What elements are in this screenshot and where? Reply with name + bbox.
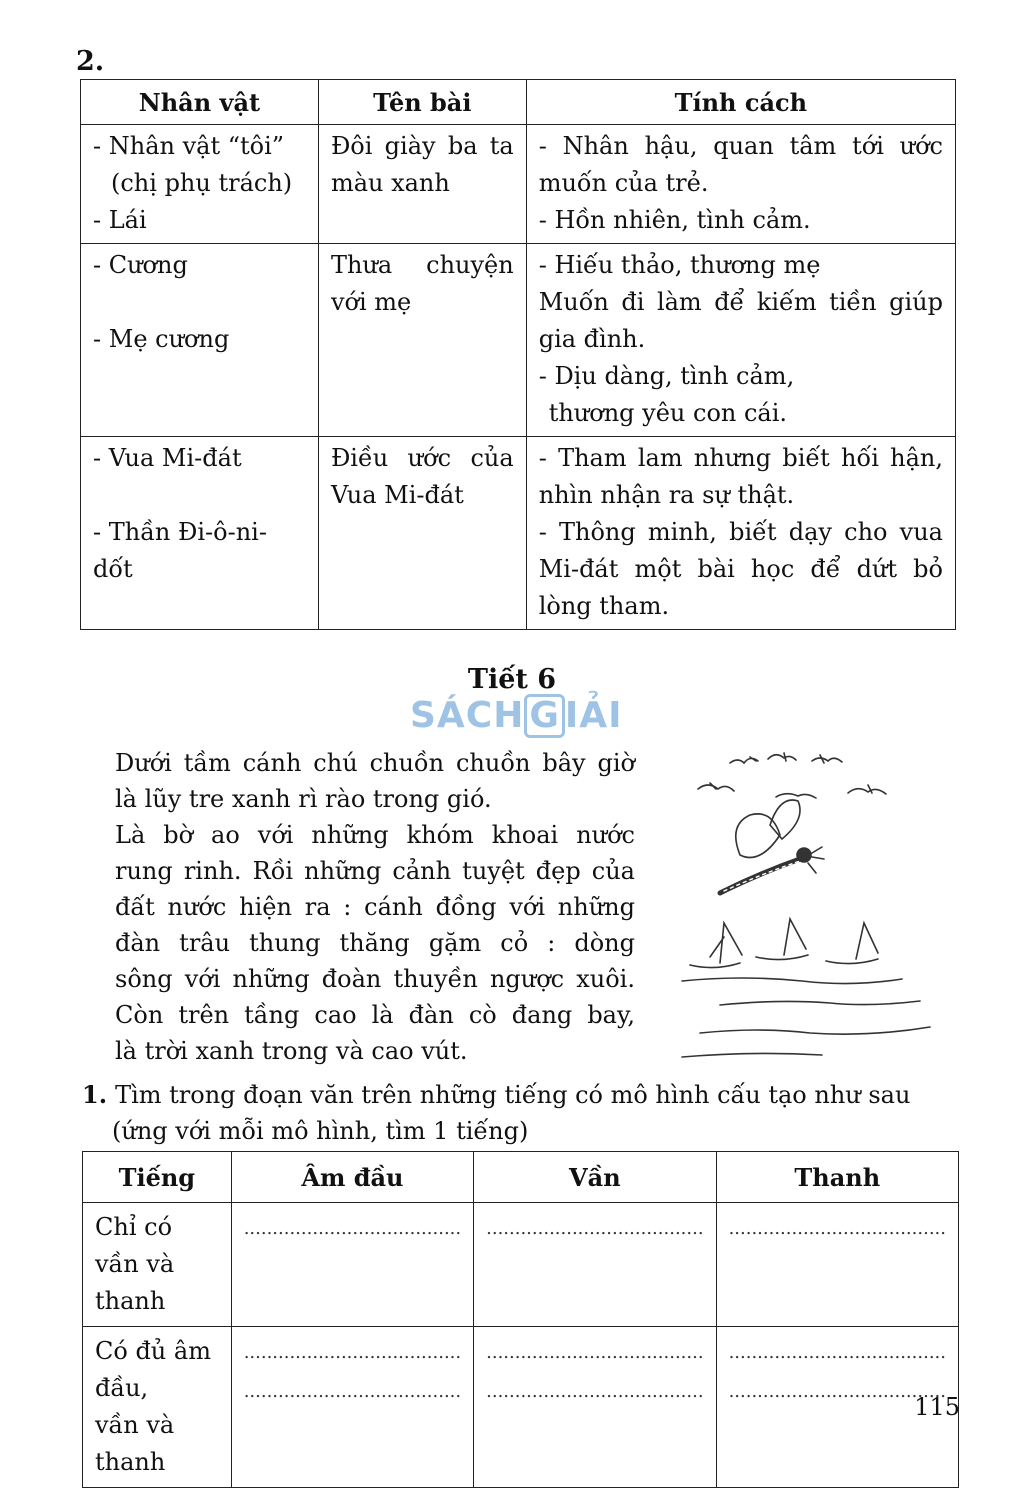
dragonfly-wing bbox=[736, 814, 780, 858]
traits-cell bbox=[526, 437, 955, 630]
character-item: - Lái bbox=[93, 206, 147, 234]
dragonfly-illustration bbox=[680, 745, 950, 1065]
water-line bbox=[682, 1053, 822, 1057]
header-character: Nhân vật bbox=[81, 80, 319, 125]
header-initial: Âm đầu bbox=[231, 1152, 473, 1203]
table-row bbox=[81, 125, 956, 244]
character-item: - Nhân vật “tôi” bbox=[93, 132, 285, 160]
traits-cell bbox=[526, 244, 955, 437]
boat-sketch bbox=[826, 923, 878, 964]
trait-item: - Hồn nhiên, tình cảm. bbox=[538, 206, 811, 234]
passage-line: Còn trên tầng cao là đàn cò đang bay, bbox=[115, 1001, 635, 1029]
answer-blank[interactable]: ...................................... ...................................... bbox=[474, 1327, 716, 1488]
trait-item: Muốn đi làm để kiếm tiền giúp gia đình. bbox=[538, 288, 943, 353]
passage-line: rung rinh. Rồi những cảnh tuyệt đẹp của bbox=[115, 857, 635, 885]
header-syllable: Tiếng bbox=[83, 1152, 232, 1203]
answer-blank[interactable]: ...................................... ...................................... bbox=[231, 1327, 473, 1488]
lesson-title: Tiết 6 bbox=[467, 664, 557, 695]
question-text: Tìm trong đoạn văn trên những tiếng có mô hình cấu tạo như sau bbox=[115, 1081, 911, 1109]
water-line bbox=[700, 1027, 930, 1034]
bird-sketch bbox=[812, 755, 842, 763]
character-table bbox=[80, 79, 956, 630]
characters-cell bbox=[81, 244, 319, 437]
passage-line: là lũy tre xanh rì rào trong gió. bbox=[115, 785, 492, 813]
answer-blank[interactable]: ...................................... bbox=[716, 1203, 958, 1327]
table-row bbox=[83, 1327, 959, 1488]
passage-line: đàn trâu thung thăng gặm cỏ : dòng bbox=[115, 929, 635, 957]
characters-cell bbox=[81, 437, 319, 630]
passage-line: Dưới tầm cánh chú chuồn chuồn bây giờ bbox=[115, 749, 635, 777]
bird-sketch bbox=[776, 794, 816, 798]
character-item: - Thần Đi-ô-ni-dốt bbox=[93, 518, 267, 583]
row-label: Chỉ có vần và thanh bbox=[83, 1203, 232, 1327]
water-line bbox=[720, 1001, 920, 1005]
answer-blank[interactable]: ...................................... ...................................... bbox=[716, 1327, 958, 1488]
character-item: - Vua Mi-đát bbox=[93, 444, 242, 472]
story-title: Thưa chuyện với mẹ bbox=[330, 251, 514, 316]
trait-item: - Thông minh, biết dạy cho vua Mi-đát một bài học để dứt bỏ lòng tham. bbox=[538, 518, 943, 620]
passage-line: sông với những đoàn thuyền ngược xuôi. bbox=[115, 965, 635, 993]
watermark-logo: SÁCH G IẢI bbox=[410, 695, 623, 736]
header-traits: Tính cách bbox=[526, 80, 955, 125]
water-line bbox=[682, 978, 902, 984]
trait-item: - Dịu dàng, tình cảm, bbox=[538, 362, 795, 390]
story-cell bbox=[318, 244, 526, 437]
passage-line: là trời xanh trong và cao vút. bbox=[115, 1037, 468, 1065]
table-header-row bbox=[81, 80, 956, 125]
question-1 bbox=[82, 1077, 962, 1149]
character-item: (chị phụ trách) bbox=[111, 169, 293, 197]
question-number: 1. bbox=[82, 1080, 108, 1109]
bird-sketch bbox=[730, 757, 758, 763]
reading-passage bbox=[115, 745, 635, 1069]
passage-line: Là bờ ao với những khóm khoai nước bbox=[115, 821, 635, 849]
row-label: Có đủ âm đầu, vần và thanh bbox=[83, 1327, 232, 1488]
character-item: - Cương bbox=[93, 251, 188, 279]
table-row bbox=[81, 437, 956, 630]
characters-cell bbox=[81, 125, 319, 244]
dragonfly-head bbox=[797, 848, 811, 862]
question-text-line2: (ứng với mỗi mô hình, tìm 1 tiếng) bbox=[112, 1117, 529, 1145]
table-row bbox=[81, 244, 956, 437]
story-title: Điều ước của Vua Mi-đát bbox=[330, 444, 514, 509]
passage-line: đất nước hiện ra : cánh đồng với những bbox=[115, 893, 635, 921]
exercise-number: 2. bbox=[76, 46, 105, 77]
trait-item: - Nhân hậu, quan tâm tới ước muốn của trẻ. bbox=[538, 132, 943, 197]
story-title: Đôi giày ba ta màu xanh bbox=[330, 132, 514, 197]
trait-item: - Hiếu thảo, thương mẹ bbox=[538, 251, 821, 279]
dragonfly-wing bbox=[770, 800, 800, 839]
answer-blank[interactable]: ...................................... bbox=[474, 1203, 716, 1327]
answer-blank[interactable]: ...................................... bbox=[231, 1203, 473, 1327]
bird-sketch bbox=[768, 753, 796, 761]
table-header-row bbox=[83, 1152, 959, 1203]
story-cell bbox=[318, 437, 526, 630]
boat-sketch bbox=[756, 919, 808, 960]
header-rhyme: Vần bbox=[474, 1152, 716, 1203]
trait-item: - Tham lam nhưng biết hối hận, nhìn nhận ra sự thật. bbox=[538, 444, 943, 509]
syllable-structure-table bbox=[82, 1151, 959, 1488]
table-row bbox=[83, 1203, 959, 1327]
header-story: Tên bài bbox=[318, 80, 526, 125]
boat-sketch bbox=[690, 923, 742, 968]
traits-cell bbox=[526, 125, 955, 244]
trait-item: thương yêu con cái. bbox=[548, 399, 788, 427]
header-tone: Thanh bbox=[716, 1152, 958, 1203]
character-item: - Mẹ cương bbox=[93, 325, 230, 353]
bird-sketch bbox=[698, 783, 734, 791]
bird-sketch bbox=[848, 785, 886, 794]
page-number: 115 bbox=[914, 1393, 960, 1421]
story-cell bbox=[318, 125, 526, 244]
